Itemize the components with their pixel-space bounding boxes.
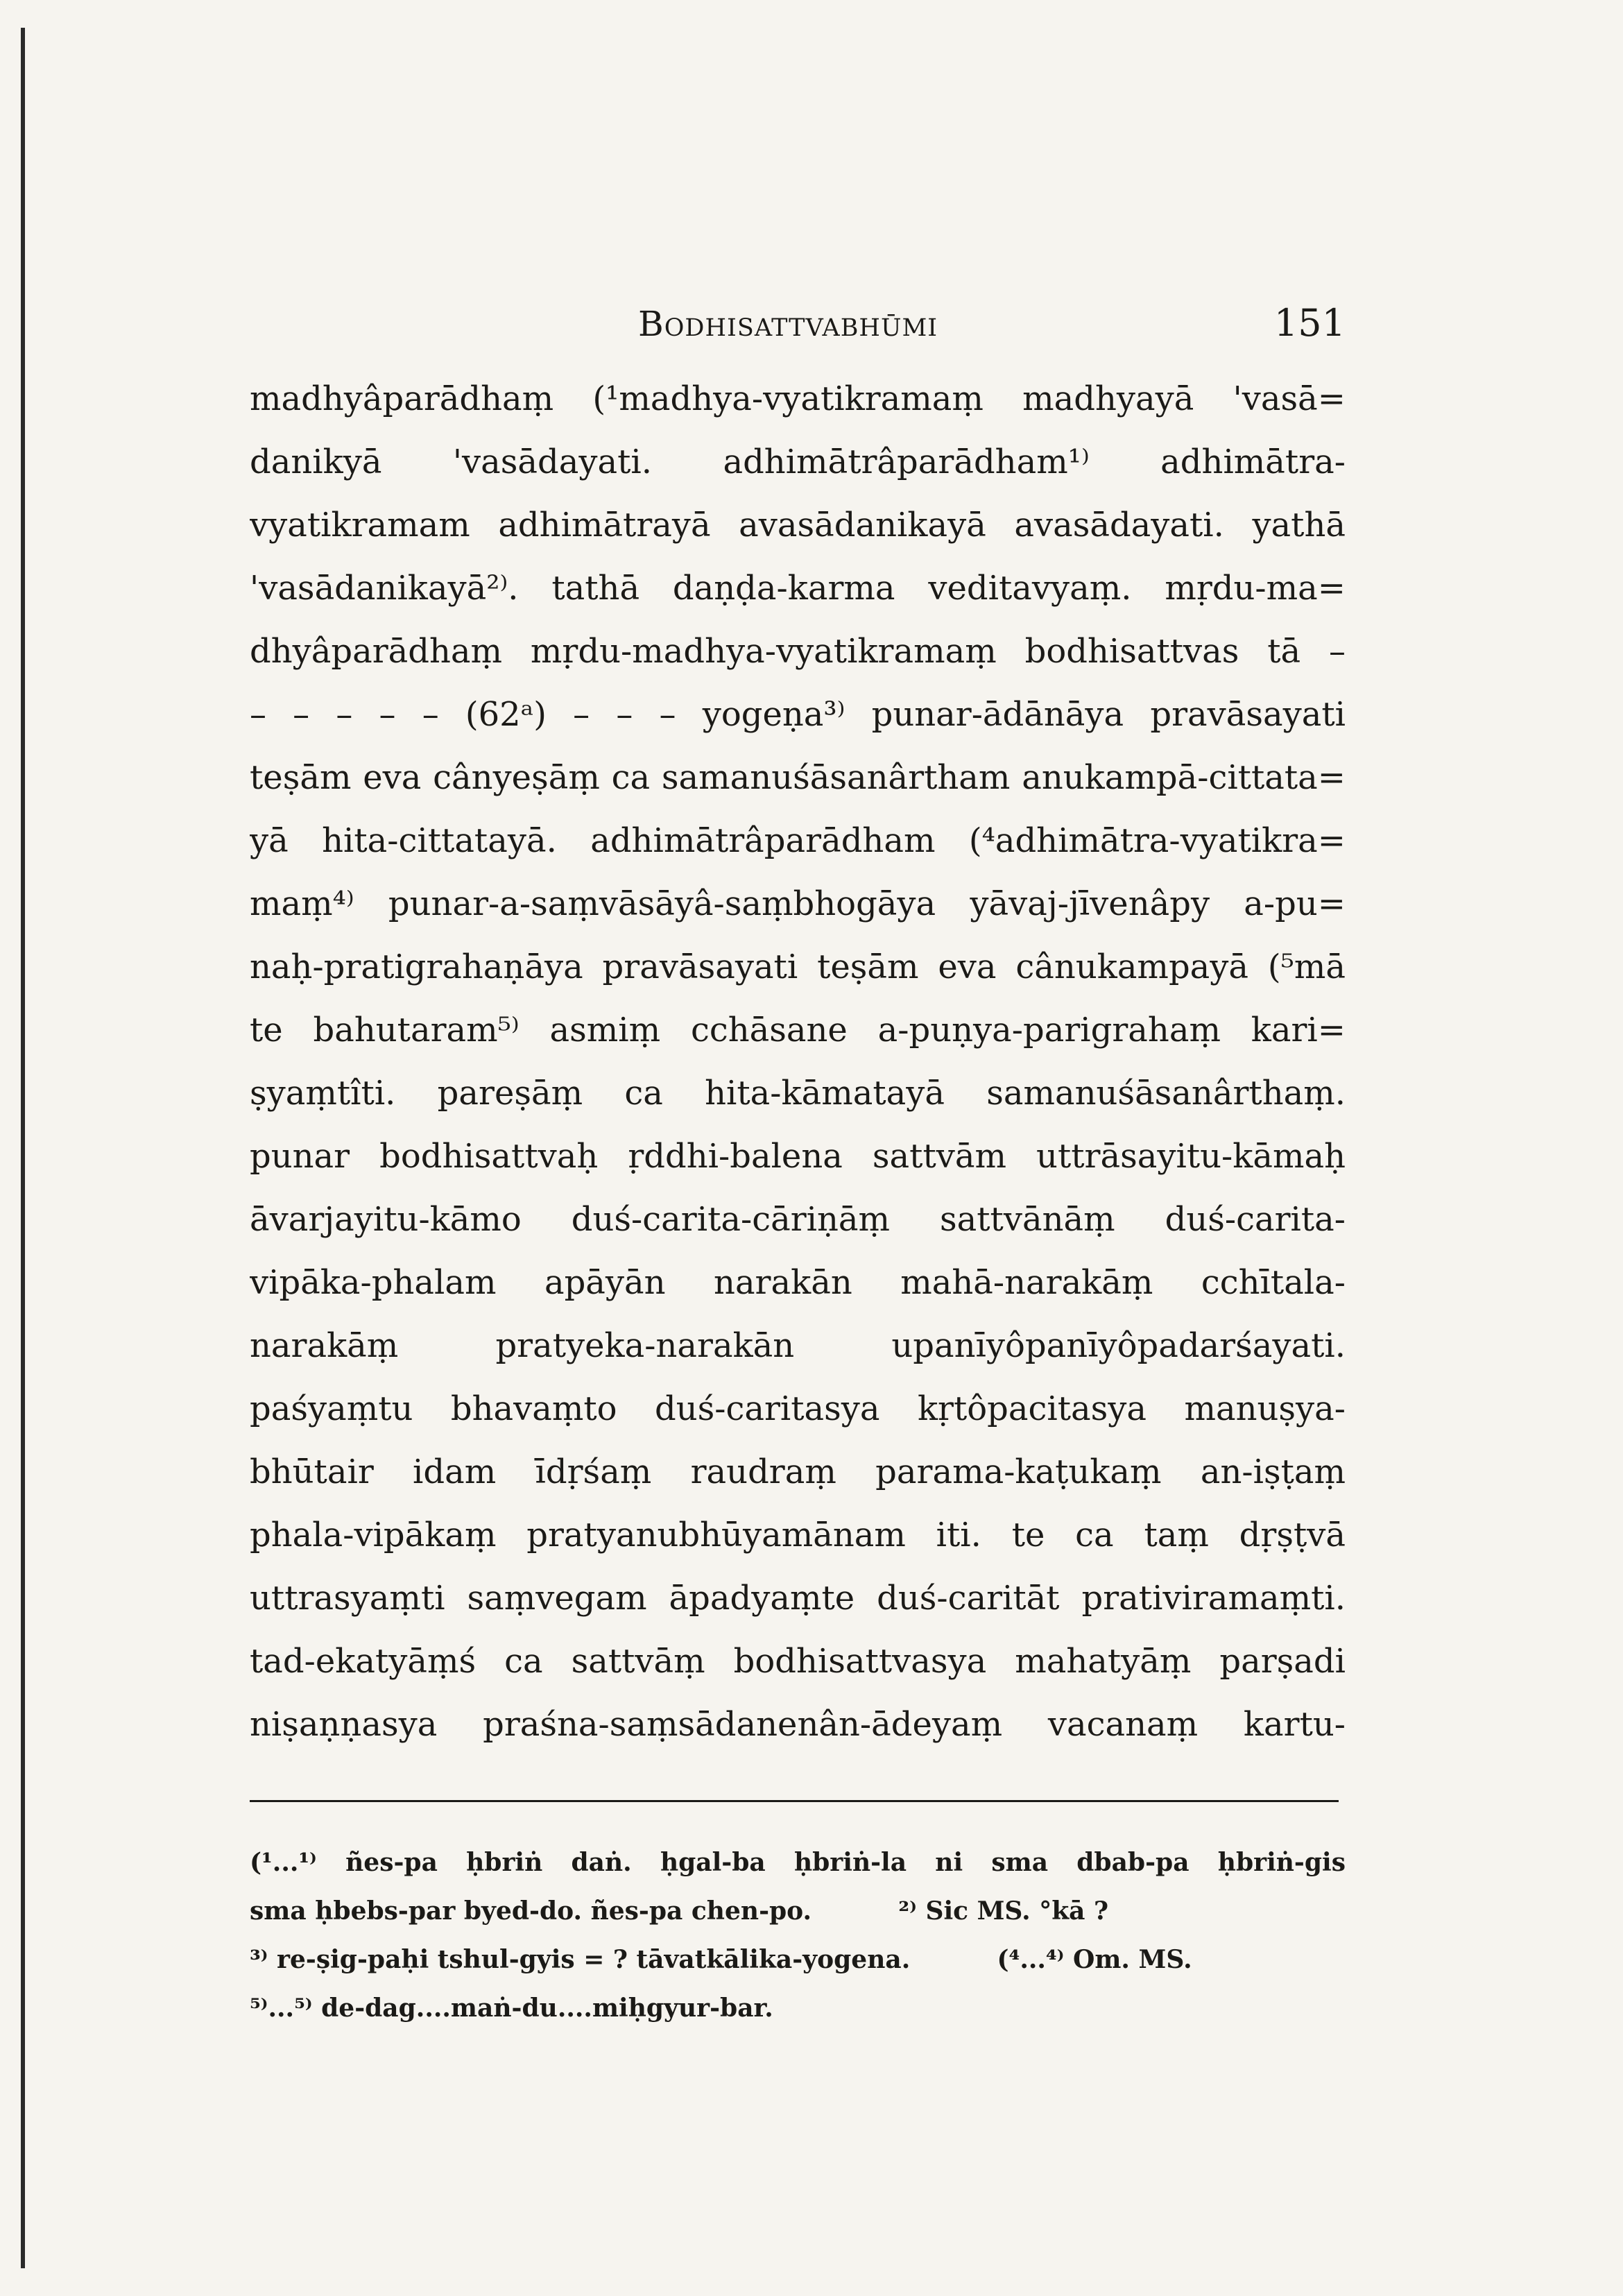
text-line: naḥ-pratigrahaṇāya pravāsayati teṣām eva cânukampayā (⁵mā — [250, 948, 1346, 986]
text-line: maṃ⁴⁾ punar-a-saṃvāsāyâ-saṃbhogāya yāvaj-jīvenâpy a-pu= — [250, 884, 1346, 923]
text-line: 'vasādanikayā²⁾. tathā daṇḍa-karma veditavyaṃ. mṛdu-ma= — [250, 569, 1346, 608]
footnote-line: (¹...¹⁾ ñes-pa ḥbriṅ daṅ. ḥgal-ba ḥbriṅ-la ni sma dbab-pa ḥbriṅ-gis — [250, 1848, 1346, 1877]
text-line: yā hita-cittatayā. adhimātrâparādham (⁴adhimātra-vyatikra= — [250, 821, 1346, 860]
text-line: madhyâparādhaṃ (¹madhya-vyatikramaṃ madhyayā 'vasā= — [250, 379, 1346, 418]
page-number: 151 — [1273, 301, 1346, 345]
text-line: punar bodhisattvaḥ ṛddhi-balena sattvām uttrāsayitu-kāmaḥ — [250, 1137, 1346, 1176]
text-line: ṣyaṃtîti. pareṣāṃ ca hita-kāmatayā samanuśāsanârthaṃ. — [250, 1074, 1346, 1113]
main-text-block — [250, 368, 1346, 1756]
text-line: tad-ekatyāṃś ca sattvāṃ bodhisattvasya mahatyāṃ parṣadi — [250, 1642, 1346, 1681]
text-line: āvarjayitu-kāmo duś-carita-cāriṇāṃ sattvānāṃ duś-carita- — [250, 1200, 1346, 1239]
footnote-divider — [250, 1800, 1339, 1802]
text-line: teṣām eva cânyeṣāṃ ca samanuśāsanârtham anukampā-cittata= — [250, 758, 1346, 797]
page-header — [250, 291, 1346, 354]
running-head: Bodhisattvabhūmi — [638, 304, 938, 344]
text-line: niṣaṇṇasya praśna-saṃsādanenân-ādeyaṃ vacanaṃ kartu- — [250, 1705, 1346, 1744]
text-line: uttrasyaṃti saṃvegam āpadyaṃte duś-caritāt prativiramaṃti. — [250, 1579, 1346, 1618]
footnote-line: ⁵⁾...⁵⁾ de-dag....maṅ-du....miḥgyur-bar. — [250, 1994, 773, 2023]
text-line: – – – – – (62ᵃ) – – – yogeṇa³⁾ punar-ādānāya pravāsayati — [250, 695, 1346, 734]
text-line: vyatikramam adhimātrayā avasādanikayā avasādayati. yathā — [250, 506, 1346, 545]
text-line: dhyâparādhaṃ mṛdu-madhya-vyatikramaṃ bodhisattvas tā – — [250, 632, 1346, 671]
page-binding-edge — [21, 28, 25, 2268]
text-line: bhūtair idam īdṛśaṃ raudraṃ parama-kaṭukaṃ an-iṣṭaṃ — [250, 1453, 1346, 1491]
text-line: phala-vipākaṃ pratyanubhūyamānam iti. te ca taṃ dṛṣṭvā — [250, 1516, 1346, 1554]
text-line: vipāka-phalam apāyān narakān mahā-narakāṃ cchītala- — [250, 1263, 1346, 1302]
text-line: paśyaṃtu bhavaṃto duś-caritasya kṛtôpacitasya manuṣya- — [250, 1389, 1346, 1428]
text-line: danikyā 'vasādayati. adhimātrâparādham¹⁾ adhimātra- — [250, 443, 1346, 481]
text-line: te bahutaram⁵⁾ asmiṃ cchāsane a-puṇya-parigrahaṃ kari= — [250, 1011, 1346, 1050]
footnote-line: sma ḥbebs-par byed-do. ñes-pa chen-po. ²⁾ Sic MS. °kā ? — [250, 1896, 1109, 1926]
text-line: narakāṃ pratyeka-narakān upanīyôpanīyôpadarśayati. — [250, 1326, 1346, 1365]
footnotes-block — [250, 1838, 1346, 2032]
footnote-line: ³⁾ re-ṣig-paḥi tshul-gyis = ? tāvatkālika-yogena. (⁴...⁴⁾ Om. MS. — [250, 1945, 1192, 1974]
